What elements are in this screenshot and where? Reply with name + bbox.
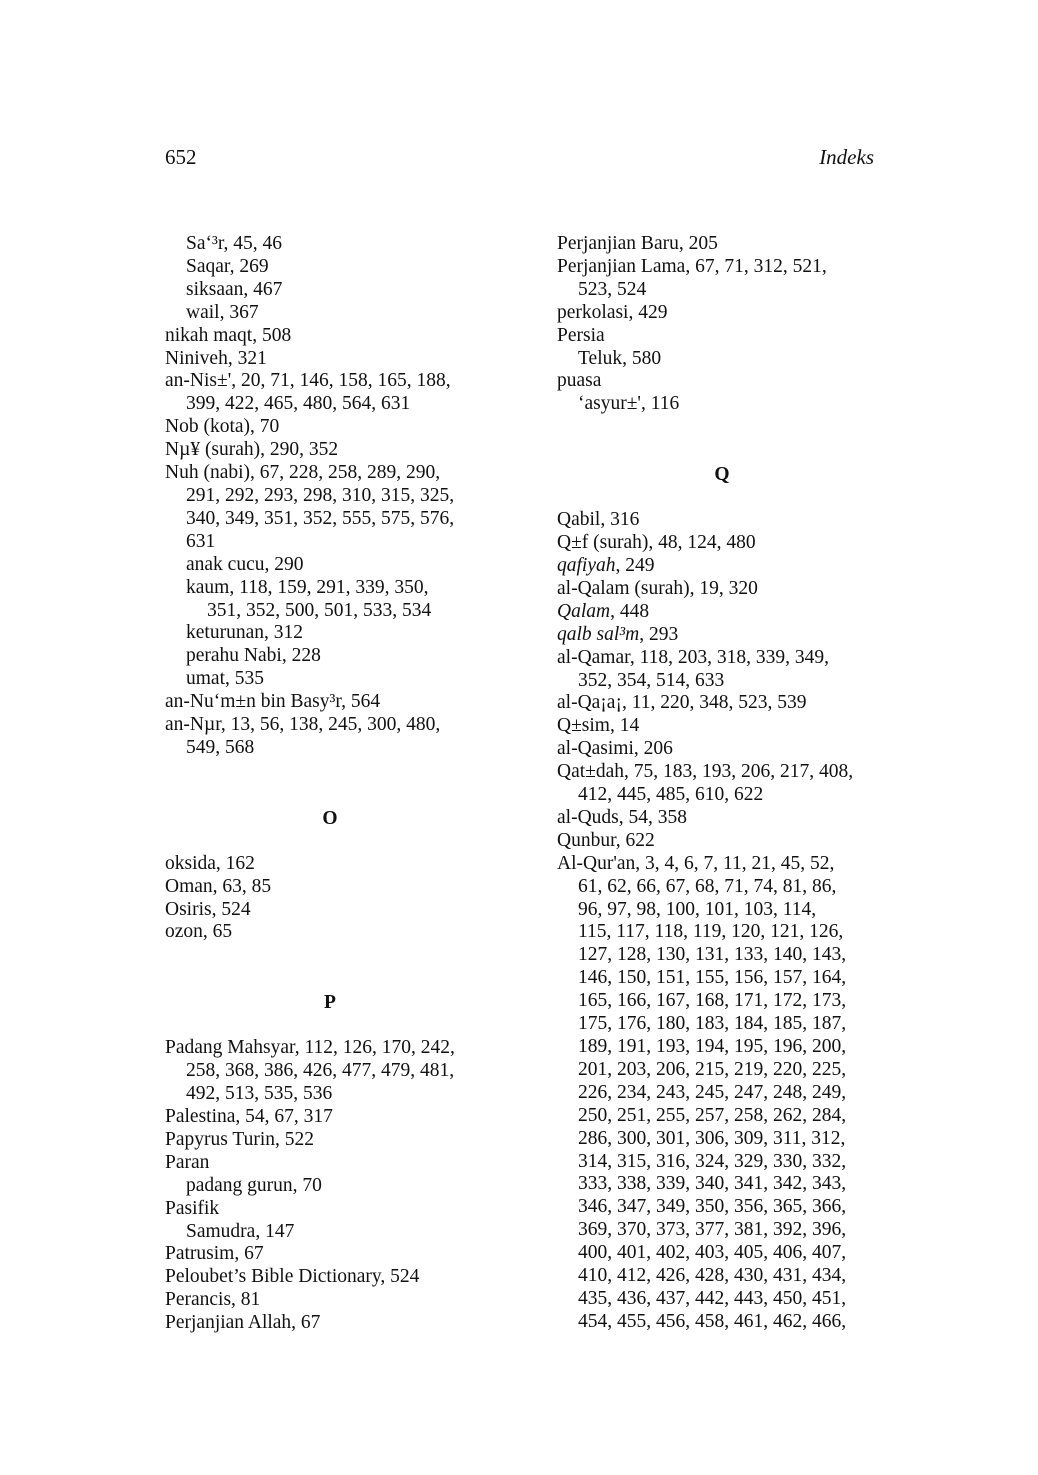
index-entry: Nob (kota), 70	[165, 416, 280, 438]
index-entry-continuation: 96, 97, 98, 100, 101, 103, 114,	[578, 898, 817, 920]
index-entry-continuation: 369, 370, 373, 377, 381, 392, 396,	[578, 1219, 847, 1241]
page-refs: , 249	[615, 554, 655, 576]
index-entry: oksida, 162	[165, 852, 255, 874]
index-subentry: siksaan, 467	[186, 278, 283, 300]
index-entry-continuation: 399, 422, 465, 480, 564, 631	[186, 393, 411, 415]
index-entry: Al-Qur'an, 3, 4, 6, 7, 11, 21, 45, 52,	[557, 852, 835, 874]
index-subentry: ‘asyur±', 116	[578, 393, 680, 415]
index-entry-continuation: 410, 412, 426, 428, 430, 431, 434,	[578, 1265, 847, 1287]
index-entry: puasa	[557, 370, 602, 392]
running-title: Indeks	[819, 145, 874, 169]
index-entry: nikah maqt, 508	[165, 324, 292, 346]
index-entry-continuation: 286, 300, 301, 306, 309, 311, 312,	[578, 1127, 846, 1149]
index-entry-continuation: 291, 292, 293, 298, 310, 315, 325,	[186, 484, 455, 506]
index-entry-continuation: 631	[186, 530, 216, 552]
index-entry-continuation: 189, 191, 193, 194, 195, 196, 200,	[578, 1036, 847, 1057]
index-entry: al-Qamar, 118, 203, 318, 339, 349,	[557, 646, 829, 668]
index-entry: Perjanjian Lama, 67, 71, 312, 521,	[557, 255, 827, 277]
index-entry-continuation: 454, 455, 456, 458, 461, 462, 466,	[578, 1310, 847, 1332]
index-entry	[557, 601, 887, 624]
index-entry-continuation: 314, 315, 316, 324, 329, 330, 332,	[578, 1150, 847, 1172]
page-number: 652	[165, 145, 197, 169]
index-entry: Nuh (nabi), 67, 228, 258, 289, 290,	[165, 462, 441, 484]
index-entry-continuation: 492, 513, 535, 536	[186, 1083, 333, 1105]
index-entry-continuation: 258, 368, 386, 426, 477, 479, 481,	[186, 1060, 455, 1082]
section-letter-o: O	[322, 807, 338, 829]
index-subentry: kaum, 118, 159, 291, 339, 350,	[186, 576, 429, 598]
index-entry: al-Qasimi, 206	[557, 738, 673, 760]
index-entry: Qabil, 316	[557, 509, 640, 531]
index-entry: Perjanjian Baru, 205	[557, 233, 718, 254]
italic-term: qafiyah	[557, 554, 616, 576]
section-letter-q: Q	[714, 464, 730, 486]
index-entry: Oman, 63, 85	[165, 875, 272, 897]
index-entry: an-Nis±', 20, 71, 146, 158, 165, 188,	[165, 370, 451, 392]
index-subentry: umat, 535	[186, 668, 264, 690]
index-entry: Patrusim, 67	[165, 1243, 264, 1265]
index-entry: al-Qa¡a¡, 11, 220, 348, 523, 539	[557, 692, 807, 714]
page-refs: , 293	[639, 623, 679, 645]
index-entry-continuation: 549, 568	[186, 736, 255, 758]
index-entry-continuation: 127, 128, 130, 131, 133, 140, 143,	[578, 944, 847, 966]
index-entry: Peloubet’s Bible Dictionary, 524	[165, 1266, 420, 1288]
index-entry-continuation: 435, 436, 437, 442, 443, 450, 451,	[578, 1287, 847, 1309]
index-entry-continuation: 250, 251, 255, 257, 258, 262, 284,	[578, 1104, 847, 1126]
italic-term: qalb sal³m	[557, 623, 640, 645]
index-entry-continuation: 146, 150, 151, 155, 156, 157, 164,	[578, 967, 847, 989]
index-entry: Qat±dah, 75, 183, 193, 206, 217, 408,	[557, 761, 854, 783]
index-entry: Perjanjian Allah, 67	[165, 1312, 321, 1334]
index-entry-continuation: 346, 347, 349, 350, 356, 365, 366,	[578, 1196, 847, 1218]
index-entry: an-Nu‘m±n bin Basy³r, 564	[165, 691, 381, 713]
index-subentry-continuation: 351, 352, 500, 501, 533, 534	[207, 599, 432, 621]
index-entry-continuation: 201, 203, 206, 215, 219, 220, 225,	[578, 1058, 847, 1080]
index-subentry: perahu Nabi, 228	[186, 645, 321, 667]
index-entry-continuation: 400, 401, 402, 403, 405, 406, 407,	[578, 1242, 847, 1264]
index-entry: al-Quds, 54, 358	[557, 806, 687, 828]
section-letter-p: P	[324, 992, 336, 1014]
index-entry: al-Qalam (surah), 19, 320	[557, 577, 758, 599]
index-entry: ozon, 65	[165, 921, 233, 943]
index-entry: an-Nµr, 13, 56, 138, 245, 300, 480,	[165, 714, 441, 736]
index-entry: Perancis, 81	[165, 1289, 261, 1311]
index-entry: Nµ¥ (surah), 290, 352	[165, 439, 339, 461]
index-entry: Q±sim, 14	[557, 715, 640, 737]
index-entry	[557, 624, 887, 647]
index-entry-continuation: 61, 62, 66, 67, 68, 71, 74, 81, 86,	[578, 875, 837, 897]
index-subentry: Samudra, 147	[186, 1220, 295, 1242]
italic-term: Qalam	[557, 600, 611, 622]
page-refs: , 448	[610, 600, 650, 622]
index-subentry: anak cucu, 290	[186, 553, 304, 575]
index-entry-continuation: 352, 354, 514, 633	[578, 669, 725, 691]
index-entry: Persia	[557, 324, 605, 346]
index-entry-continuation: 340, 349, 351, 352, 555, 575, 576,	[186, 507, 455, 529]
index-entry: Q±f (surah), 48, 124, 480	[557, 532, 756, 554]
index-entry: Pasifik	[165, 1197, 220, 1219]
index-subentry: Saqar, 269	[186, 255, 269, 277]
index-subentry: wail, 367	[186, 301, 259, 323]
index-entry: Padang Mahsyar, 112, 126, 170, 242,	[165, 1037, 455, 1059]
index-entry: Palestina, 54, 67, 317	[165, 1106, 333, 1127]
index-subentry: Teluk, 580	[578, 347, 662, 369]
index-entry-continuation: 226, 234, 243, 245, 247, 248, 249,	[578, 1081, 847, 1103]
index-entry	[557, 555, 887, 578]
index-subentry: Sa‘³r, 45, 46	[186, 233, 283, 254]
index-entry-continuation: 175, 176, 180, 183, 184, 185, 187,	[578, 1013, 847, 1035]
index-entry: Osiris, 524	[165, 898, 251, 920]
index-entry-continuation: 333, 338, 339, 340, 341, 342, 343,	[578, 1173, 847, 1195]
index-entry: Qunbur, 622	[557, 829, 655, 851]
index-entry-continuation: 412, 445, 485, 610, 622	[578, 784, 764, 806]
index-entry-continuation: 523, 524	[578, 278, 647, 300]
index-entry-continuation: 115, 117, 118, 119, 120, 121, 126,	[578, 921, 844, 943]
index-column-right	[557, 233, 887, 1334]
index-subentry: padang gurun, 70	[186, 1174, 322, 1196]
index-entry: perkolasi, 429	[557, 301, 668, 323]
index-entry: Niniveh, 321	[165, 347, 267, 369]
index-entry: Papyrus Turin, 522	[165, 1128, 314, 1150]
index-subentry: keturunan, 312	[186, 622, 303, 644]
index-entry: Paran	[165, 1151, 210, 1173]
index-entry-continuation: 165, 166, 167, 168, 171, 172, 173,	[578, 990, 847, 1012]
index-column-left	[165, 233, 495, 1335]
